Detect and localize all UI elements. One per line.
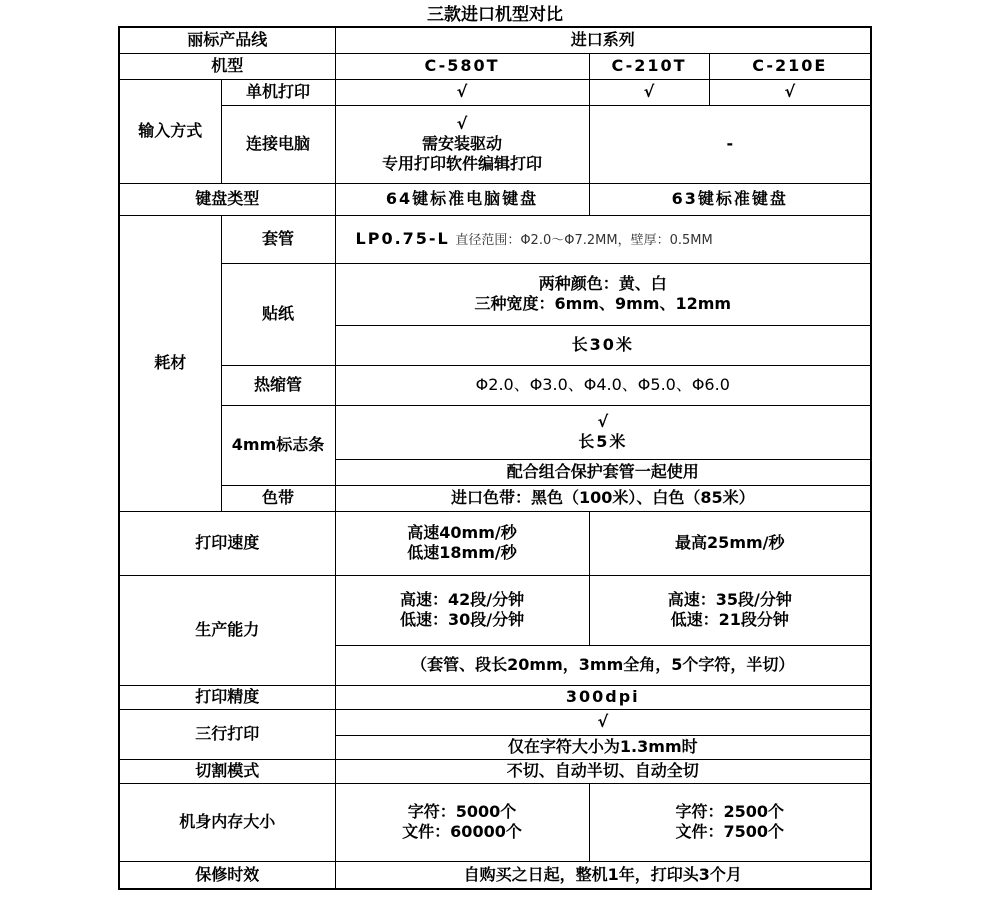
heat-shrink-label: 热缩管 [221,365,335,405]
sleeve-model: LP0.75-L [355,228,450,248]
cut-mode-value: 不切、自动半切、自动全切 [335,759,871,783]
ribbon-label: 色带 [221,485,335,511]
print-speed-label: 打印速度 [119,511,335,575]
sticker-colors: 两种颜色：黄、白 [538,274,667,293]
keyboard-others: 63键标准键盘 [589,183,871,215]
print-speed-c580t [335,511,589,575]
cut-mode-label: 切割模式 [119,759,335,783]
sticker-label: 贴纸 [221,263,335,365]
capacity-others-low: 低速：21段分钟 [670,610,789,629]
pc-c580t-line: √ [456,114,468,133]
memory-c580t-chars: 字符：5000个 [407,802,517,821]
consumables-label: 耗材 [119,215,221,511]
pc-label: 连接电脑 [221,105,335,183]
three-line-note: 仅在字符大小为1.3mm时 [335,735,871,759]
standalone-c210t: √ [589,79,709,105]
marker-strip-note: 配合组合保护套管一起使用 [335,459,871,485]
standalone-c580t: √ [335,79,589,105]
marker-strip-mark: √ [597,412,609,431]
heat-shrink-value: Φ2.0、Φ3.0、Φ4.0、Φ5.0、Φ6.0 [335,365,871,405]
print-speed-high: 高速40mm/秒 [407,523,517,542]
ribbon-value: 进口色带：黑色（100米）、白色（85米） [335,485,871,511]
pc-c580t [335,105,589,183]
sleeve-spec: 直径范围：Φ2.0～Φ7.2MM，壁厚：0.5MM [455,232,713,248]
capacity-label: 生产能力 [119,575,335,685]
capacity-note: （套管、段长20mm，3mm全角，5个字符，半切） [335,645,871,685]
warranty-value: 自购买之日起，整机1年，打印头3个月 [335,861,871,889]
precision-value: 300dpi [335,685,871,709]
memory-others [589,783,871,861]
standalone-c210e: √ [709,79,871,105]
capacity-others-high: 高速：35段/分钟 [667,590,792,609]
comparison-table [118,26,872,890]
three-line-mark: √ [335,709,871,735]
pc-others: - [589,105,871,183]
standalone-label: 单机打印 [221,79,335,105]
model-c210e: C-210E [709,53,871,79]
warranty-label: 保修时效 [119,861,335,889]
print-speed-low: 低速18mm/秒 [407,543,517,562]
pc-c580t-line: 需安装驱动 [422,134,503,153]
product-line-label: 丽标产品线 [119,27,335,53]
sticker-length: 长30米 [335,325,871,365]
marker-strip-length: 长5米 [578,432,628,451]
pc-c580t-line: 专用打印软件编辑打印 [382,154,543,173]
memory-c580t-files: 文件：60000个 [402,822,522,841]
capacity-c580t-low: 低速：30段/分钟 [399,610,525,629]
model-label: 机型 [119,53,335,79]
memory-others-chars: 字符：2500个 [675,802,785,821]
precision-label: 打印精度 [119,685,335,709]
memory-others-files: 文件：7500个 [675,822,785,841]
three-line-label: 三行打印 [119,709,335,759]
keyboard-label: 键盘类型 [119,183,335,215]
marker-strip-label: 4mm标志条 [221,405,335,485]
capacity-others [589,575,871,645]
sleeve-value [335,215,871,263]
memory-label: 机身内存大小 [119,783,335,861]
input-label: 输入方式 [119,79,221,183]
marker-strip-spec [335,405,871,459]
print-speed-others: 最高25mm/秒 [589,511,871,575]
keyboard-c580t: 64键标准电脑键盘 [335,183,589,215]
model-c580t: C-580T [335,53,589,79]
capacity-c580t [335,575,589,645]
capacity-c580t-high: 高速：42段/分钟 [399,590,525,609]
sticker-widths: 三种宽度：6mm、9mm、12mm [474,294,732,313]
model-c210t: C-210T [589,53,709,79]
sleeve-label: 套管 [221,215,335,263]
product-line-value: 进口系列 [335,27,871,53]
sticker-spec [335,263,871,325]
memory-c580t [335,783,589,861]
page-title: 三款进口机型对比 [427,5,563,25]
